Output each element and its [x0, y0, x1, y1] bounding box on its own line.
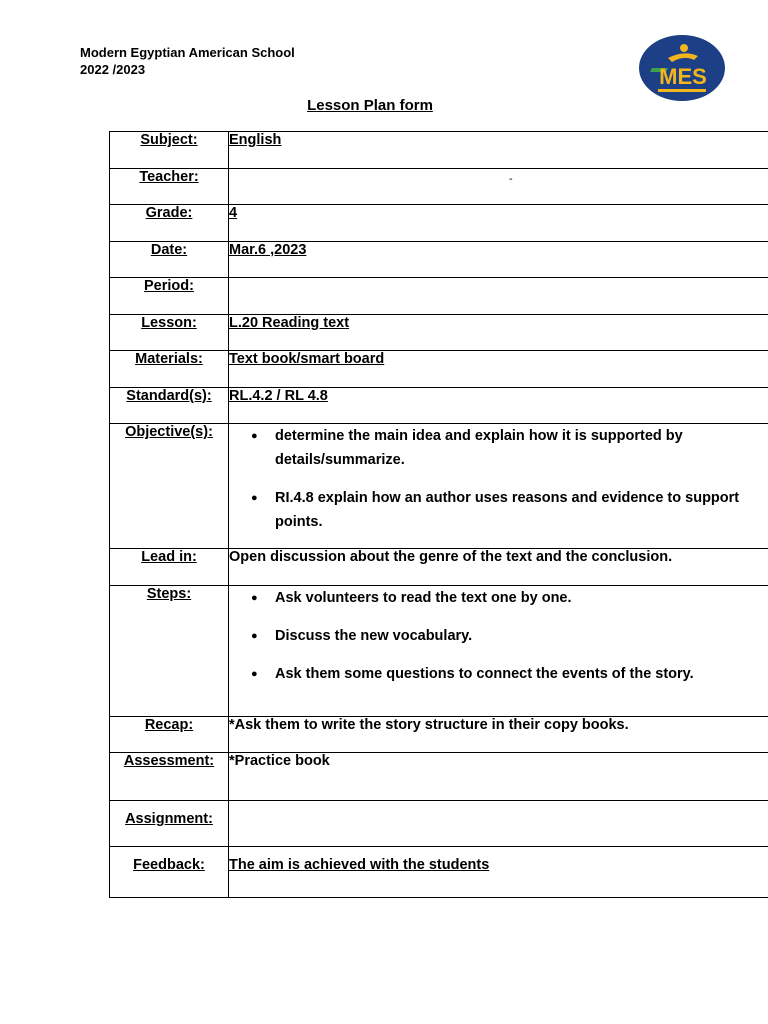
label-standards: Standard(s): [110, 388, 229, 424]
school-header [80, 44, 295, 78]
value-period [229, 278, 768, 315]
value-date: Mar.6 ,2023 [229, 242, 307, 258]
value-grade: 4 [229, 205, 238, 221]
value-materials: Text book/smart board [229, 351, 385, 367]
row-objectives [110, 424, 768, 549]
value-feedback: The aim is achieved with the students [229, 857, 490, 873]
label-date: Date: [110, 242, 229, 278]
label-subject: Subject: [110, 132, 229, 169]
logo-text: MES [659, 64, 707, 89]
objective-item: ● RI.4.8 explain how an author uses reasons and evidence to support points. [251, 486, 768, 534]
label-objectives: Objective(s): [110, 424, 229, 549]
value-assignment [229, 801, 768, 847]
step-item: ● Discuss the new vocabulary. [251, 624, 768, 648]
step-item: ● Ask them some questions to connect the events of the story. [251, 662, 768, 686]
row-standards [110, 388, 768, 424]
label-grade: Grade: [110, 205, 229, 242]
school-name: Modern Egyptian American School [80, 45, 295, 60]
row-subject [110, 132, 768, 169]
value-teacher: - [509, 173, 513, 185]
row-steps [110, 586, 768, 717]
row-lead-in [110, 549, 768, 586]
lesson-plan-table [109, 131, 768, 898]
school-year: 2022 /2023 [80, 62, 146, 77]
label-assignment: Assignment: [110, 801, 229, 847]
row-period [110, 278, 768, 315]
label-lead-in: Lead in: [110, 549, 229, 586]
row-date [110, 242, 768, 278]
row-teacher [110, 169, 768, 205]
row-grade [110, 205, 768, 242]
label-assessment: Assessment: [110, 753, 229, 801]
row-feedback [110, 847, 768, 898]
label-recap: Recap: [110, 717, 229, 753]
objective-item: ● determine the main idea and explain how it is supported by details/summarize. [251, 424, 768, 472]
steps-list [229, 586, 768, 686]
value-lead-in: Open discussion about the genre of the text and the conclusion. [229, 549, 768, 586]
label-materials: Materials: [110, 351, 229, 388]
label-period: Period: [110, 278, 229, 315]
value-standards: RL.4.2 / RL 4.8 [229, 388, 328, 404]
row-assignment [110, 801, 768, 847]
label-teacher: Teacher: [110, 169, 229, 205]
row-assessment [110, 753, 768, 801]
value-recap: *Ask them to write the story structure in their copy books. [229, 717, 768, 753]
school-logo [638, 34, 726, 102]
form-title: Lesson Plan form [307, 97, 433, 114]
step-item: ● Ask volunteers to read the text one by one. [251, 586, 768, 610]
row-materials [110, 351, 768, 388]
value-subject: English [229, 132, 282, 148]
value-assessment: *Practice book [229, 753, 768, 801]
row-lesson [110, 315, 768, 351]
row-recap [110, 717, 768, 753]
label-feedback: Feedback: [110, 847, 229, 898]
objectives-list [229, 424, 768, 534]
label-lesson: Lesson: [110, 315, 229, 351]
label-steps: Steps: [110, 586, 229, 717]
value-lesson: L.20 Reading text [229, 315, 350, 331]
